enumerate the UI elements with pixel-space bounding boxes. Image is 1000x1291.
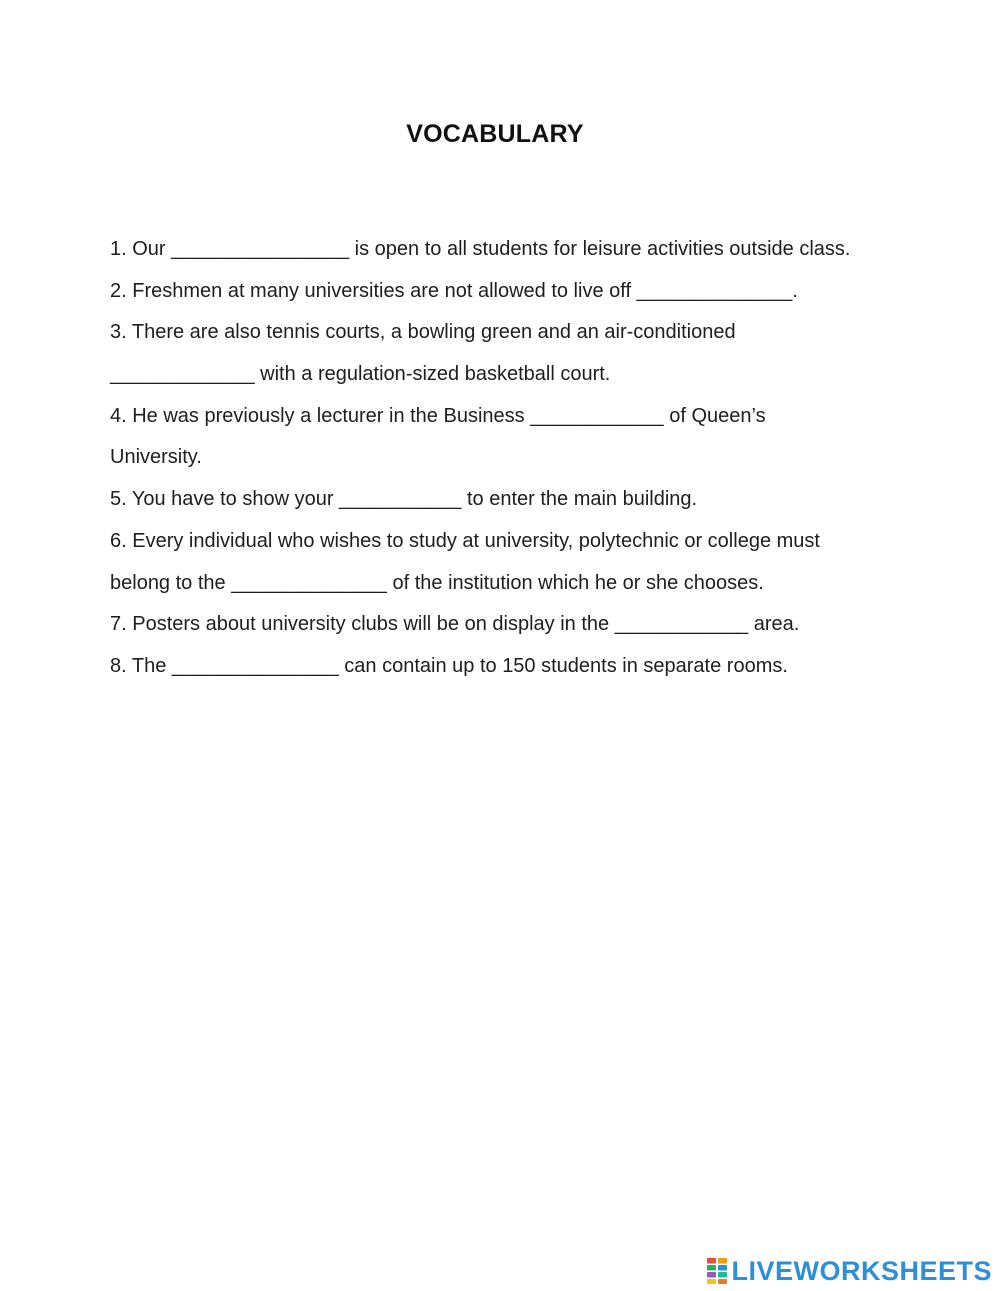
question-line: University. [110, 446, 202, 469]
brand-name: LIVEWORKSHEETS [731, 1255, 992, 1286]
question-line: 2. Freshmen at many universities are not allowed to live off ______________. [110, 279, 798, 302]
question-list [110, 229, 910, 688]
page-title: VOCABULARY [406, 120, 584, 148]
question-line: belong to the ______________ of the institution which he or she chooses. [110, 571, 764, 594]
question-line: 6. Every individual who wishes to study at university, polytechnic or college must [110, 529, 820, 552]
liveworksheets-brand [706, 1254, 992, 1288]
question-line: _____________ with a regulation-sized basketball court. [110, 363, 611, 386]
question-line: 3. There are also tennis courts, a bowling green and an air-conditioned [110, 321, 736, 344]
question-line: 5. You have to show your ___________ to enter the main building. [110, 488, 698, 511]
question-line: 1. Our ________________ is open to all students for leisure activities outside class. [110, 238, 851, 260]
liveworksheets-logo-icon [706, 1257, 728, 1285]
question-line: 8. The _______________ can contain up to 150 students in separate rooms. [110, 654, 788, 677]
question-line: 7. Posters about university clubs will be on display in the ____________ area. [110, 613, 800, 636]
question-line: 4. He was previously a lecturer in the Business ____________ of Queen’s [110, 404, 766, 427]
